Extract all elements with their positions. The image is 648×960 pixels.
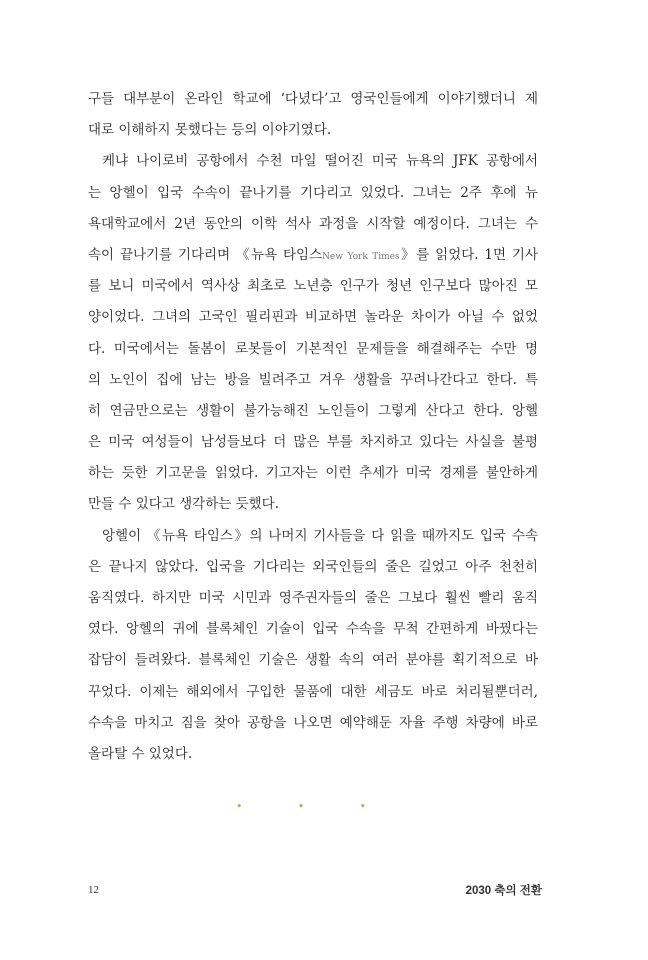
- divider-dot: •: [236, 800, 243, 813]
- section-divider: [236, 800, 366, 814]
- text-line: 양이었다. 그녀의 고국인 필리핀과 비교하면 놀라운 차이가 아닐 수 없었: [88, 309, 538, 326]
- english-title-gloss: New York Times: [322, 251, 400, 262]
- text-line: 를 보니 미국에서 역사상 최초로 노년층 인구가 청년 인구보다 많아진 모: [88, 278, 538, 295]
- text-line: 올라탈 수 있었다.: [88, 745, 193, 762]
- divider-dot: •: [297, 800, 305, 813]
- text-line: 대로 이해하지 못했다는 등의 이야기였다.: [88, 122, 332, 139]
- text-line: 만들 수 있다고 생각하는 듯했다.: [88, 496, 279, 513]
- text-line: 꾸었다. 이제는 해외에서 구입한 물품에 대한 세금도 바로 처리될뿐더러,: [88, 683, 538, 700]
- text-line: 는 앙헬이 입국 수속이 끝나기를 기다리고 있었다. 그녀는 2주 후에 뉴: [88, 184, 538, 201]
- text-line: 앙헬이 《뉴욕 타임스》의 나머지 기사들을 다 읽을 때까지도 입국 수속: [102, 527, 538, 544]
- text-line: 히 연금만으로는 생활이 불가능해진 노인들이 그렇게 산다고 한다. 앙헬: [88, 402, 538, 419]
- text-line: 수속을 마치고 짐을 찾아 공항을 나오면 예약해둔 자율 주행 차량에 바로: [88, 714, 538, 731]
- divider-dot: •: [359, 800, 366, 813]
- text-line: 욕대학교에서 2년 동안의 이학 석사 과정을 시작할 예정이다. 그녀는 수: [88, 215, 538, 232]
- text-line: 였다. 앙헬의 귀에 블록체인 기술이 입국 수속을 무척 간편하게 바꿨다는: [88, 621, 538, 638]
- text-segment: 》를 읽었다. 1면 기사: [399, 246, 539, 263]
- text-line: 케냐 나이로비 공항에서 수천 마일 떨어진 미국 뉴욕의 JFK 공항에서: [102, 153, 538, 170]
- page-number: 12: [88, 884, 99, 896]
- text-segment: 속이 끝나기를 기다리며 《뉴욕 타임스: [88, 246, 323, 263]
- text-line: 은 끝나지 않았다. 입국을 기다리는 외국인들의 줄은 길었고 아주 천천히: [88, 558, 538, 575]
- text-line: 구들 대부분이 온라인 학교에 ‘다녔다’고 영국인들에게 이야기했더니 제: [88, 91, 538, 107]
- text-line: 은 미국 여성들이 남성들보다 더 많은 부를 차지하고 있다는 사실을 불평: [88, 434, 538, 451]
- text-line: 잡담이 들려왔다. 블록체인 기술은 생활 속의 여러 분야를 획기적으로 바: [88, 652, 538, 669]
- text-line: 하는 듯한 기고문을 읽었다. 기고자는 이런 추세가 미국 경제를 불안하게: [88, 465, 538, 482]
- text-line: 의 노인이 집에 남는 방을 빌려주고 겨우 생활을 꾸려나간다고 한다. 특: [88, 371, 538, 388]
- text-line: [88, 240, 538, 271]
- text-line: 다. 미국에서는 돌봄이 로봇들이 기본적인 문제들을 해결해주는 수만 명: [88, 340, 538, 357]
- text-line: 움직였다. 하지만 미국 시민과 영주권자들의 줄은 그보다 훨씬 빨리 움직: [88, 590, 538, 606]
- running-title: 2030 축의 전환: [465, 885, 542, 897]
- body-text: [88, 84, 538, 770]
